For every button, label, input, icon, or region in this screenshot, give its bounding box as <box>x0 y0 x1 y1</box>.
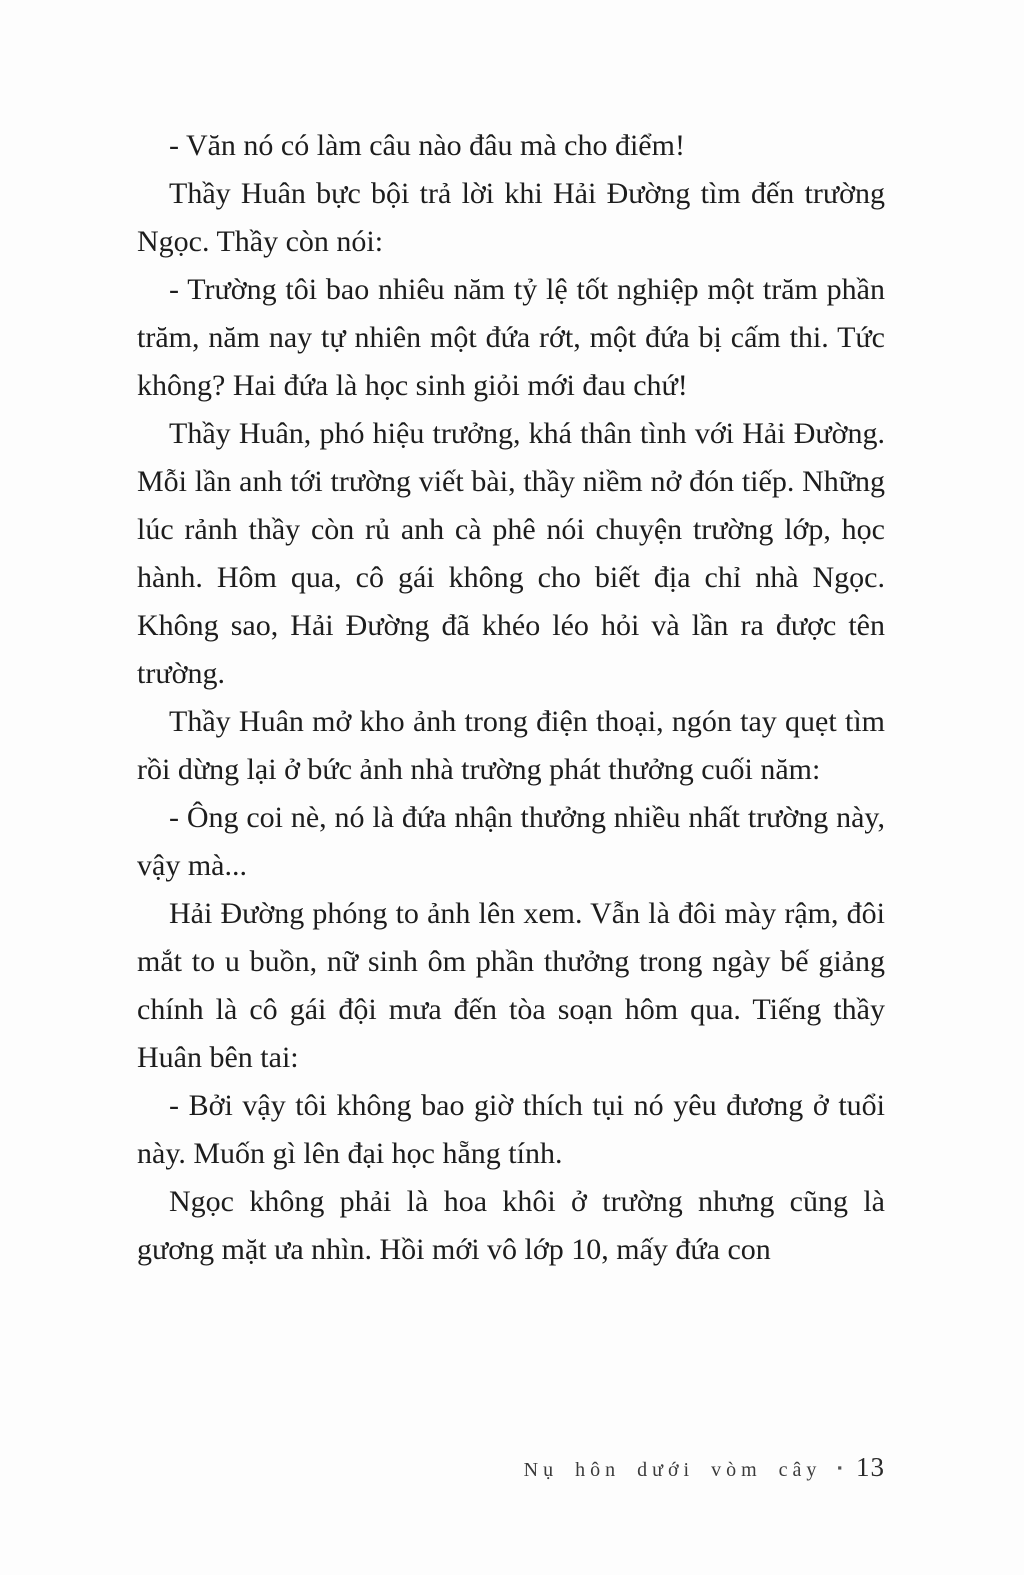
paragraph: Thầy Huân, phó hiệu trưởng, khá thân tình với Hải Đường. Mỗi lần anh tới trường viết bài, thầy niềm nở đón tiếp. Những lúc rảnh thầy còn rủ anh cà phê nói chuyện trường lớp, học hành. Hôm qua, cô gái không cho biết địa chỉ nhà Ngọc. Không sao, Hải Đường đã khéo léo hỏi và lần ra được tên trường. <box>137 417 885 690</box>
paragraph: Ngọc không phải là hoa khôi ở trường nhưng cũng là gương mặt ưa nhìn. Hồi mới vô lớp 10, mấy đứa con <box>137 1185 885 1266</box>
page-number: 13 <box>856 1452 885 1482</box>
paragraph: - Văn nó có làm câu nào đâu mà cho điểm! <box>169 129 685 162</box>
running-book-title: Nụ hôn dưới vòm cây <box>523 1459 822 1481</box>
paragraph: Hải Đường phóng to ảnh lên xem. Vẫn là đôi mày rậm, đôi mắt to u buồn, nữ sinh ôm phần thưởng trong ngày bế giảng chính là cô gái đội mưa đến tòa soạn hôm qua. Tiếng thầy Huân bên tai: <box>137 897 885 1074</box>
paragraph: - Trường tôi bao nhiêu năm tỷ lệ tốt nghiệp một trăm phần trăm, năm nay tự nhiên một đứa rớt, một đứa bị cấm thi. Tức không? Hai đứa là học sinh giỏi mới đau chứ! <box>137 273 885 402</box>
paragraph: - Bởi vậy tôi không bao giờ thích tụi nó yêu đương ở tuổi này. Muốn gì lên đại học hẵng tính. <box>137 1089 885 1170</box>
page-text <box>137 122 885 1274</box>
paragraph: Thầy Huân mở kho ảnh trong điện thoại, ngón tay quẹt tìm rồi dừng lại ở bức ảnh nhà trường phát thưởng cuối năm: <box>137 705 885 786</box>
paragraph: - Ông coi nè, nó là đứa nhận thưởng nhiều nhất trường này, vậy mà... <box>137 801 885 882</box>
page-footer <box>524 1452 885 1483</box>
paragraph: Thầy Huân bực bội trả lời khi Hải Đường tìm đến trường Ngọc. Thầy còn nói: <box>137 177 885 258</box>
square-bullet-icon: ▪ <box>837 1460 842 1475</box>
